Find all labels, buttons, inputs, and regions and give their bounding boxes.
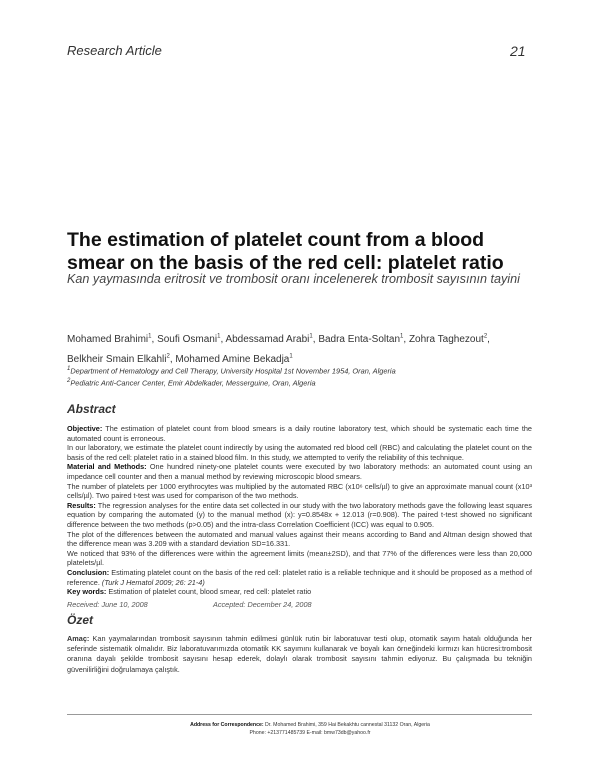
article-dates — [67, 600, 532, 609]
author-line-1 — [67, 329, 547, 348]
author: Mohamed Amine Bekadja$^1$ — [175, 353, 293, 365]
affiliations — [67, 364, 547, 389]
abstract-methods-cont: The number of platelets per 1000 erythrocytes was multiplied by the automated RBC (x10⁶ cells/µl) to give an approximate manual count (x10³ cells/µl). Two paired t-test was used for comparison of the two methods. — [67, 481, 532, 501]
abstract-body — [67, 424, 532, 597]
received-date: Received: June 10, 2008 — [67, 600, 148, 609]
author: Mohamed Brahimi$^1$, — [67, 334, 158, 346]
author: Soufi Osmani$^1$, — [157, 334, 226, 346]
abstract-results: Results: The regression analyses for the entire data set collected in our study with the two laboratory methods gave the following least squares equation by comparing the automated (y) to the manual method (x): y=0.8548x + 12.013 (r=0.908). The paired t-test showed no significant difference between the two methods (p>0.05) and the intra-class Correlation Coefficient (ICC) was equal to 0.905. — [67, 500, 532, 529]
abstract-objective-cont: In our laboratory, we estimate the platelet count indirectly by using the automated red blood cell (RBC) and calculating the platelet count on the basis of the red cell: platelet ratio in a stained blood film. In this study, we attempted to verify the reliability of this technique. — [67, 443, 532, 462]
abstract-results-cont: The plot of the differences between the automated and manual values against their means according to Band and Altman design showed that the difference mean was 3.209 with a standard deviation SD=16.331. — [67, 529, 532, 549]
citation: (Turk J Hematol 2009; 26: 21-4) — [101, 577, 205, 587]
running-header-section: Research Article — [67, 43, 162, 58]
affiliation: $^1$Department of Hematology and Cell Therapy, University Hospital 1st November 1954, Oran, Algeria — [67, 366, 396, 376]
author: Zohra Taghezout$^2$, — [408, 334, 490, 346]
correspondence-contact: Phone: +213771485739 E-mail: bmw73db@yahoo.fr — [249, 730, 371, 736]
ozet-heading: Özet — [67, 613, 94, 627]
correspondence — [120, 721, 500, 737]
abstract-objective: Objective: The estimation of platelet count from blood smears is a daily routine laboratory test, which should be systematic each time the automated count is erroneous. — [67, 424, 532, 443]
author-list — [67, 329, 547, 368]
ozet-body — [67, 634, 532, 675]
accepted-date: Accepted: December 24, 2008 — [213, 600, 312, 609]
author: Belkheir Smain Elkahli$^2$, — [67, 353, 176, 365]
article-subtitle-turkish: Kan yaymasında eritrosit ve trombosit oranı incelenerek trombosit sayısının tayini — [67, 272, 520, 286]
abstract-methods: Material and Methods: One hundred ninety-one platelet counts were executed by two laboratory methods: an automated count using an impedance cell counter and then a manual method by reviewing microscopic blood smears. — [67, 462, 533, 481]
page-number: 21 — [510, 43, 526, 59]
ozet-amac: Amaç: Kan yaymalarından trombosit sayısının tahmin edilmesi günlük rutin bir laboratuvar testi olup, otomatik sayım hatalı olduğunda her seferinde sistematik olmalıdır. Biz laboratuvarımızda otomatik KK sayımını kullanarak ve boyalı kan örneğindeki kırmızı kan hücresi:trombosit oranına dayalı şekilde trombosit sayısını hesap ederek, dolaylı olarak trombosit sayısını tahmin ediyoruz. Bu çalışmada bu tekniğin güvenilirliğini doğrulamaya çalıştık. — [67, 634, 532, 674]
author: Abdessamad Arabi$^1$, — [225, 334, 319, 346]
footer-divider — [67, 714, 532, 715]
correspondence-address: Address for Correspondence: Dr. Mohamed Brahimi, 359 Hai Bekakhtu cannestal 31132 Oran, Algeria — [190, 722, 430, 728]
abstract-results-cont2: We noticed that 93% of the differences were within the agreement limits (mean±2SD), and that 77% of the differences were less than 20,000 platelets/µl. — [67, 548, 532, 568]
abstract-conclusion: Conclusion: Estimating platelet count on the basis of the red cell: platelet ratio is a reliable technique and it should be proposed as a method of reference. (Turk J Hematol 2009; 26: 21-4) — [67, 567, 532, 587]
affiliation: $^2$Pediatric Anti-Cancer Center, Emir Abdelkader, Messerguine, Oran, Algeria — [67, 378, 316, 388]
abstract-keywords: Key words: Estimation of platelet count, blood smear, red cell: platelet ratio — [67, 587, 312, 597]
author: Badra Enta-Soltan$^1$, — [318, 334, 409, 346]
abstract-heading: Abstract — [67, 402, 116, 416]
article-title: The estimation of platelet count from a blood smear on the basis of the red cell: platelet ratio — [67, 229, 504, 274]
